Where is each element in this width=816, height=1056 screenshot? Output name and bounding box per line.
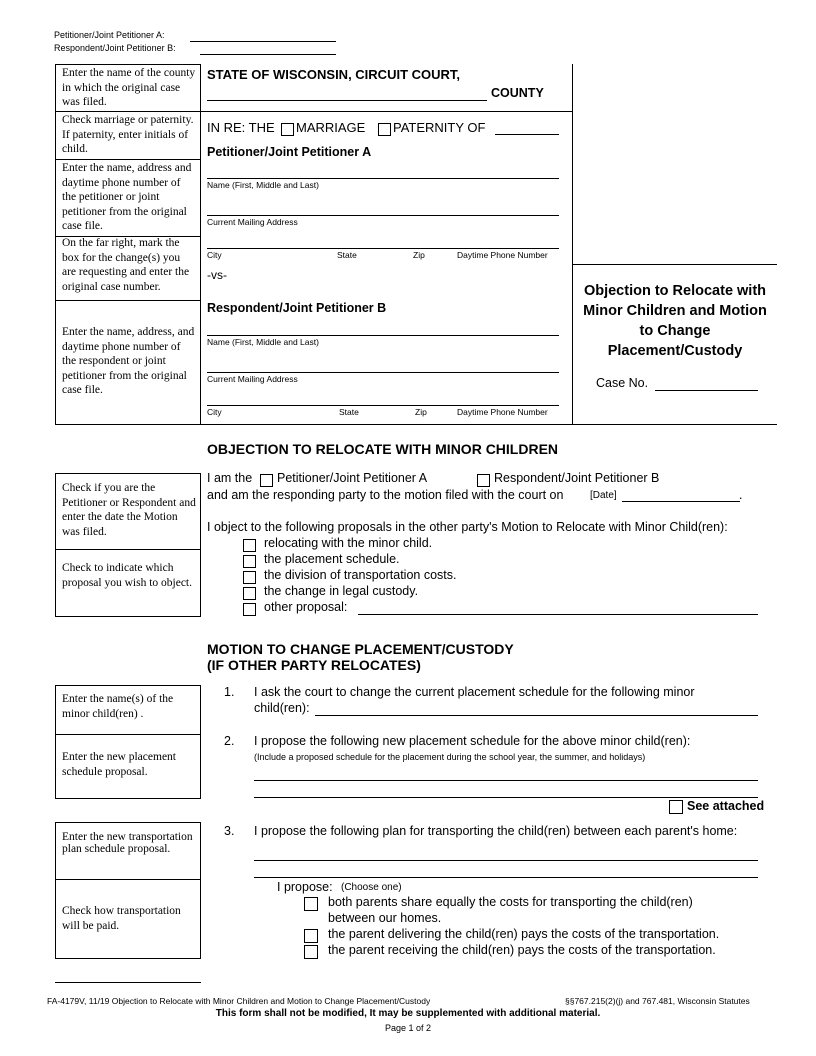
party-b-city-label: City (207, 407, 222, 417)
party-a-heading: Petitioner/Joint Petitioner A (207, 145, 372, 159)
party-b-phone-label: Daytime Phone Number (457, 407, 548, 417)
party-b-zip-label: Zip (415, 407, 427, 417)
party-b-address-field[interactable] (207, 372, 559, 373)
versus-label: -vs- (207, 268, 227, 282)
pay-receiving-parent-checkbox[interactable] (304, 945, 318, 959)
item2-text: I propose the following new placement schedule for the above minor child(ren): (254, 734, 691, 748)
instruction-child-names: Enter the name(s) of the minor child(ren) . (62, 693, 174, 720)
proposal-other-checkbox[interactable] (243, 603, 256, 616)
item2-number: 2. (224, 734, 235, 748)
marriage-checkbox[interactable] (281, 123, 294, 136)
item1-number: 1. (224, 685, 235, 699)
party-a-state-label: State (337, 250, 357, 260)
pay-delivering-parent-checkbox[interactable] (304, 929, 318, 943)
motion-heading: MOTION TO CHANGE PLACEMENT/CUSTODY (207, 641, 514, 657)
item3-text: I propose the following plan for transporting the child(ren) between each parent's home: (254, 824, 738, 838)
objection-heading: OBJECTION TO RELOCATE WITH MINOR CHILDREN (207, 441, 559, 457)
party-a-phone-label: Daytime Phone Number (457, 250, 548, 260)
page-number: Page 1 of 2 (384, 1023, 432, 1033)
party-a-city-label: City (207, 250, 222, 260)
party-b-name-label: Name (First, Middle and Last) (207, 337, 319, 347)
transport-plan-line-2[interactable] (254, 877, 758, 878)
case-number-field[interactable] (655, 390, 758, 391)
proposal-other-label: other proposal: (264, 600, 348, 614)
proposal-placement-label: the placement schedule. (264, 552, 400, 566)
pay-delivering-parent-label: the parent delivering the child(ren) pays the costs of the transportation. (328, 927, 720, 941)
item2-note: (Include a proposed schedule for the placement during the school year, the summer, and holidays) (254, 752, 646, 762)
instruction-marriage-paternity: Check marriage or paternity. If paternity, enter initials of child. (62, 114, 194, 155)
proposal-relocating-checkbox[interactable] (243, 539, 256, 552)
pay-share-equally-label-cont: between our homes. (328, 911, 442, 925)
instruction-county: Enter the name of the county in which the original case was filed. (62, 67, 196, 108)
statutes: §§767.215(2)(j) and 767.481, Wisconsin Statutes (565, 996, 750, 1006)
proposal-transport-checkbox[interactable] (243, 571, 256, 584)
instruction-check-party: Check if you are the Petitioner or Respondent and enter the date the Motion was filed. (62, 482, 196, 538)
marriage-label: MARRIAGE (296, 120, 366, 135)
petitioner-header-field[interactable] (190, 41, 336, 42)
proposal-placement-checkbox[interactable] (243, 555, 256, 568)
placement-schedule-line-1[interactable] (254, 780, 758, 781)
see-attached-label: See attached (687, 799, 765, 813)
party-b-heading: Respondent/Joint Petitioner B (207, 301, 387, 315)
party-a-name-label: Name (First, Middle and Last) (207, 180, 319, 190)
case-number-label: Case No. (596, 376, 649, 390)
respondent-b-option: Respondent/Joint Petitioner B (494, 471, 660, 485)
petitioner-a-option: Petitioner/Joint Petitioner A (277, 471, 428, 485)
respondent-header-field[interactable] (200, 54, 336, 55)
see-attached-checkbox[interactable] (669, 800, 683, 814)
in-re-label: IN RE: THE (207, 120, 275, 135)
paternity-checkbox[interactable] (378, 123, 391, 136)
party-a-name-field[interactable] (207, 178, 559, 179)
pay-share-equally-label: both parents share equally the costs for transporting the child(ren) (328, 895, 693, 909)
respondent-header-label: Respondent/Joint Petitioner B: (54, 43, 176, 53)
i-am-label: I am the (207, 471, 253, 485)
instruction-transport-pay: Check how transportation will be paid. (62, 905, 181, 932)
petitioner-a-checkbox[interactable] (260, 474, 273, 487)
party-b-name-field[interactable] (207, 335, 559, 336)
party-b-state-label: State (339, 407, 359, 417)
form-title: Objection to Relocate with Minor Children and Motion to Change Placement/Custody (583, 283, 767, 359)
instruction-check-proposal: Check to indicate which proposal you wish to object. (62, 562, 192, 589)
i-propose-label: I propose: (277, 880, 333, 894)
party-b-city-field[interactable] (207, 405, 559, 406)
pay-share-equally-checkbox[interactable] (304, 897, 318, 911)
proposal-relocating-label: relocating with the minor child. (264, 536, 433, 550)
instruction-petitioner-info: Enter the name, address and daytime phone number of the petitioner or joint petitioner from the original case file. (62, 162, 192, 232)
proposal-custody-checkbox[interactable] (243, 587, 256, 600)
choose-one-note: (Choose one) (341, 882, 402, 893)
responding-party-text: and am the responding party to the motion filed with the court on (207, 488, 564, 502)
paternity-label: PATERNITY OF (393, 120, 486, 135)
instruction-respondent-info: Enter the name, address, and daytime phone number of the respondent or joint petitioner from the original case file. (62, 326, 195, 396)
pay-receiving-parent-label: the parent receiving the child(ren) pays the costs of the transportation. (328, 943, 716, 957)
placement-schedule-line-2[interactable] (254, 797, 758, 798)
item3-number: 3. (224, 824, 235, 838)
proposal-transport-label: the division of transportation costs. (264, 568, 457, 582)
child-initials-field[interactable] (495, 134, 559, 135)
instruction-far-right: On the far right, mark the box for the change(s) you are requesting and enter the original case number. (62, 237, 190, 293)
motion-subheading: (IF OTHER PARTY RELOCATES) (207, 657, 421, 673)
motion-date-field[interactable] (622, 501, 740, 502)
instruction-transport-plan: Enter the new transportation plan schedule proposal. (62, 831, 193, 855)
form-id: FA-4179V, 11/19 Objection to Relocate with Minor Children and Motion to Change Placement/Custody (47, 996, 431, 1006)
children-names-field[interactable] (315, 715, 758, 716)
party-a-zip-label: Zip (413, 250, 425, 260)
county-label: COUNTY (491, 86, 544, 100)
respondent-b-checkbox[interactable] (477, 474, 490, 487)
petitioner-header-label: Petitioner/Joint Petitioner A: (54, 30, 165, 40)
party-b-address-label: Current Mailing Address (207, 374, 298, 384)
object-intro: I object to the following proposals in the other party's Motion to Relocate with Minor Child(ren): (207, 520, 728, 534)
party-a-address-label: Current Mailing Address (207, 217, 298, 227)
date-period: . (739, 488, 743, 502)
transport-plan-line-1[interactable] (254, 860, 758, 861)
party-a-address-field[interactable] (207, 215, 559, 216)
date-hint: [Date] (590, 490, 617, 501)
instruction-placement: Enter the new placement schedule proposal. (62, 751, 176, 778)
modification-notice: This form shall not be modified, It may be supplemented with additional material. (215, 1008, 601, 1019)
item1-children-label: child(ren): (254, 701, 310, 715)
county-field[interactable] (207, 100, 487, 101)
proposal-custody-label: the change in legal custody. (264, 584, 419, 598)
footer-divider (55, 982, 201, 983)
item1-text: I ask the court to change the current placement schedule for the following minor (254, 685, 695, 699)
other-proposal-field[interactable] (358, 614, 758, 615)
court-heading: STATE OF WISCONSIN, CIRCUIT COURT, (207, 67, 461, 82)
party-a-city-field[interactable] (207, 248, 559, 249)
